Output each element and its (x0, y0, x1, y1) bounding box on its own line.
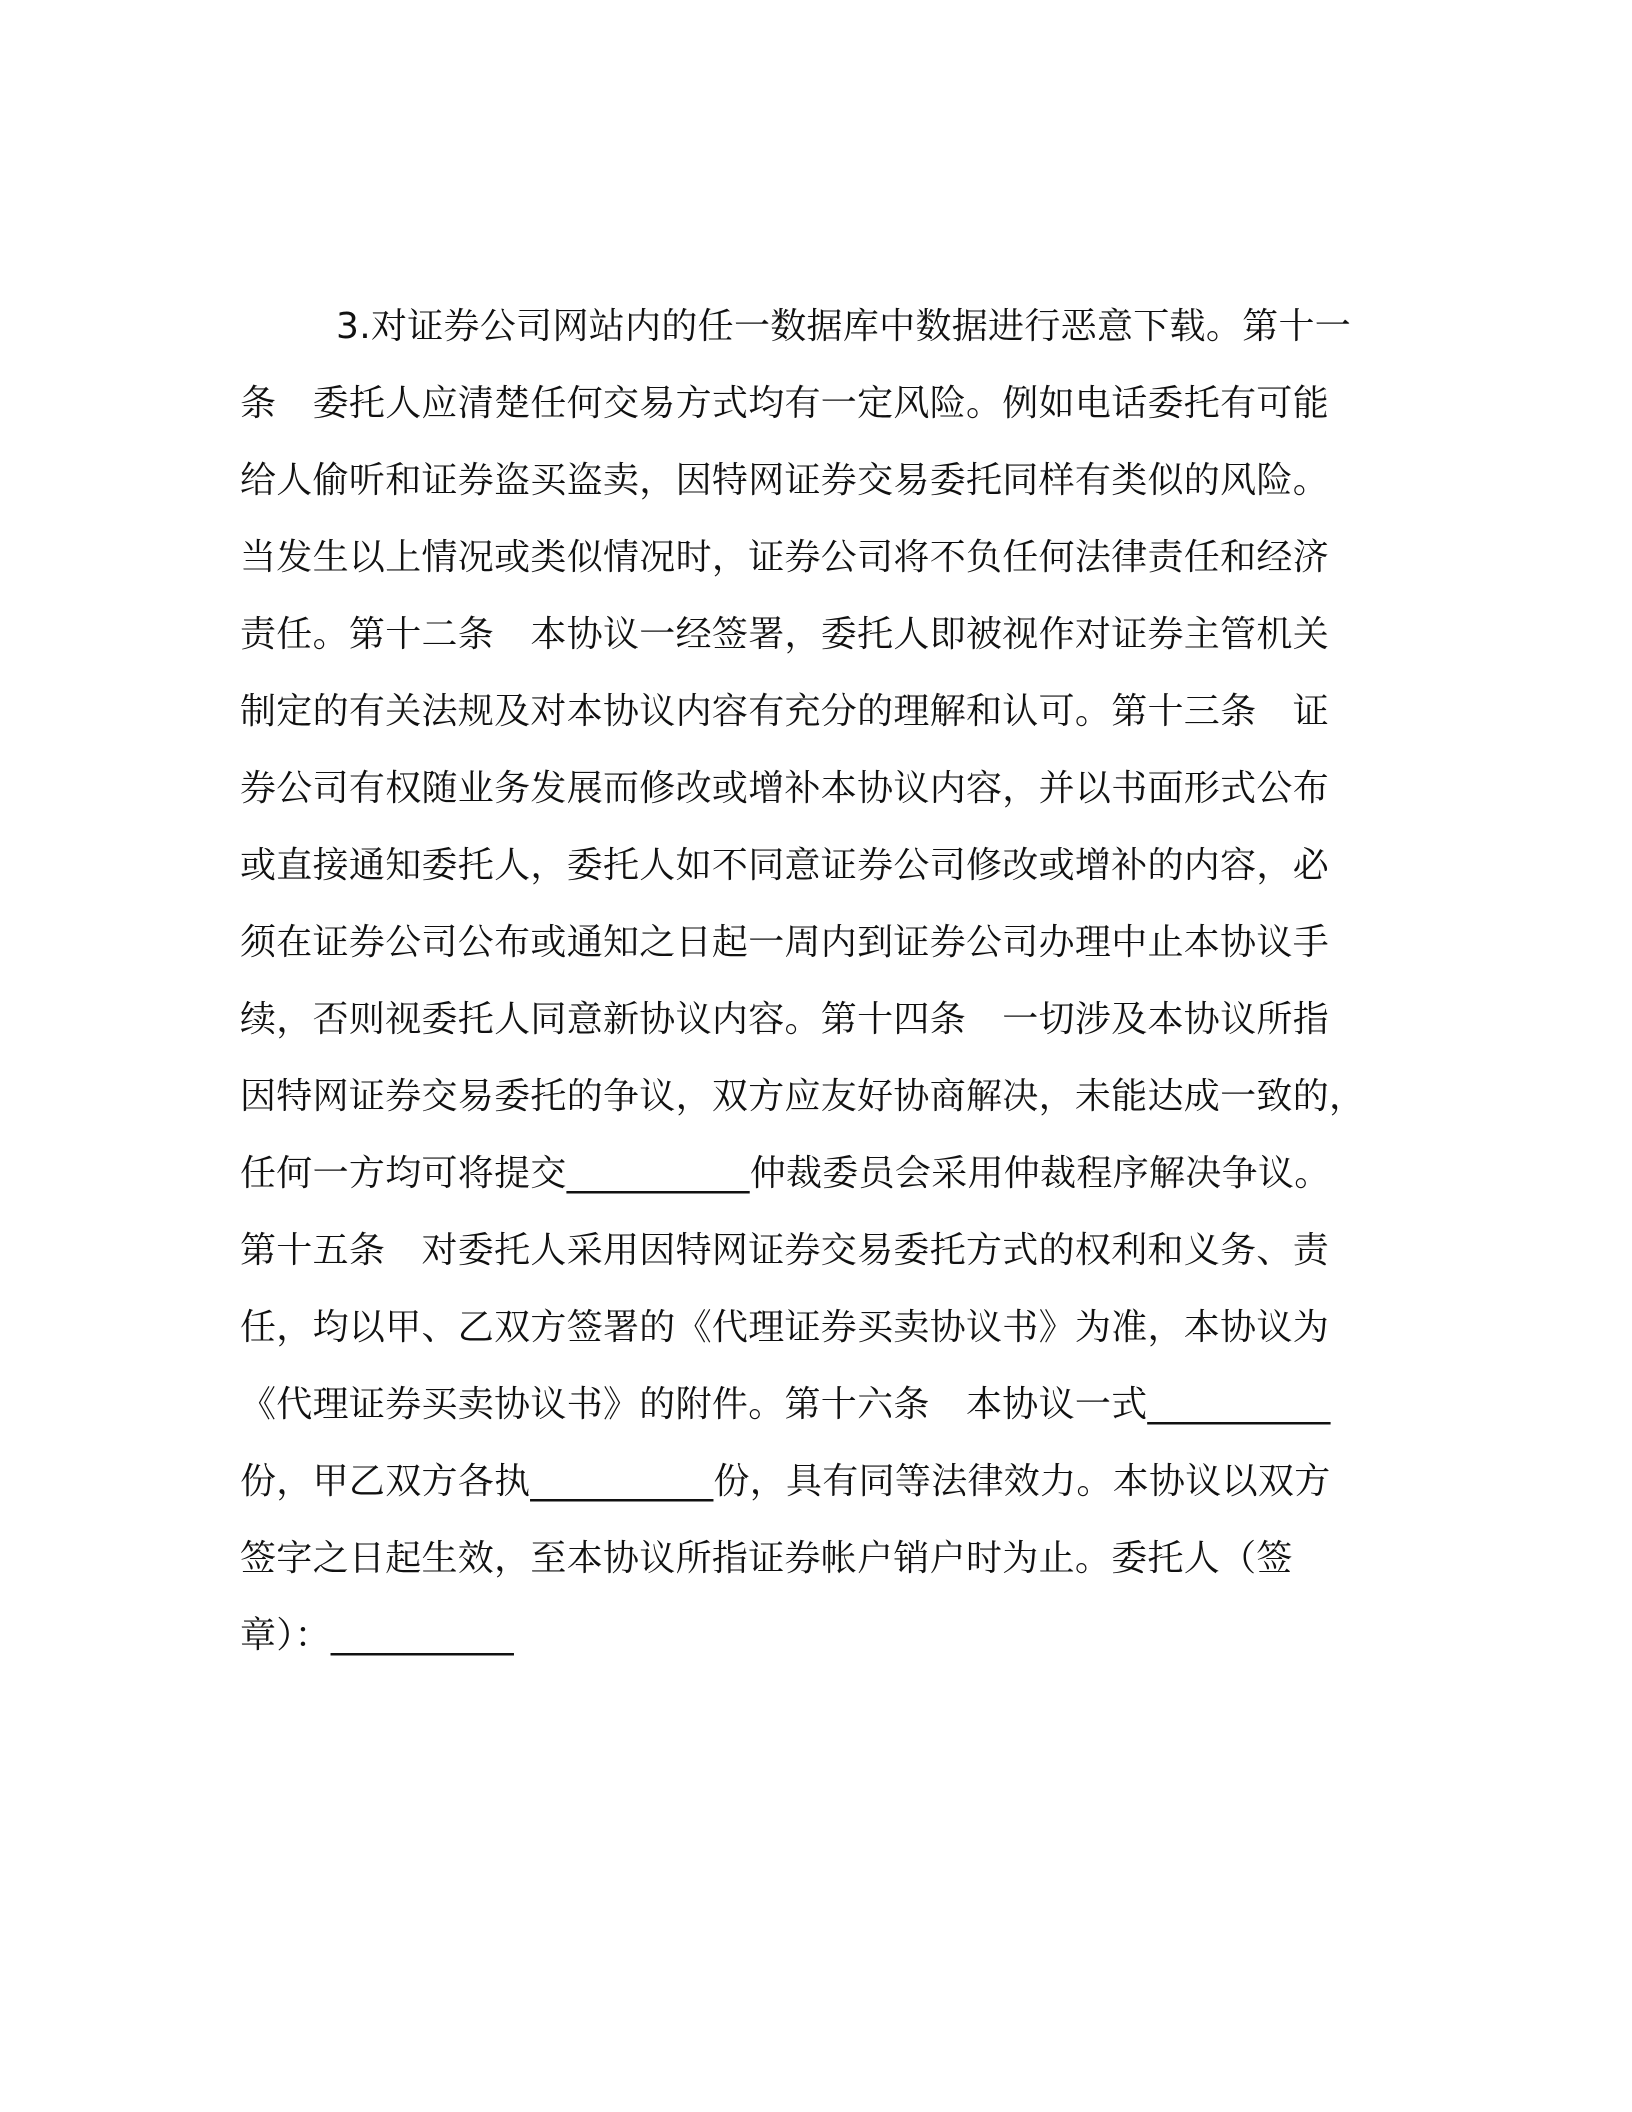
text-line: 第十五条 对委托人采用因特网证券交易委托方式的权利和义务、责 (240, 1230, 1330, 1271)
text-line: 任，均以甲、乙双方签署的《代理证券买卖协议书》为准，本协议为 (240, 1307, 1330, 1348)
text-line: 当发生以上情况或类似情况时，证券公司将不负任何法律责任和经济 (240, 537, 1330, 578)
text-line: 续，否则视委托人同意新协议内容。第十四条 一切涉及本协议所指 (240, 999, 1330, 1040)
text-line: 责任。第十二条 本协议一经签署，委托人即被视作对证券主管机关 (240, 614, 1330, 655)
text-line: 任何一方均可将提交__________仲裁委员会采用仲裁程序解决争议。 (240, 1153, 1331, 1194)
text-line: 3.对证券公司网站内的任一数据库中数据进行恶意下载。第十一 (336, 306, 1352, 347)
signature-line: 章）：__________ (240, 1615, 514, 1656)
text-line: 因特网证券交易委托的争议，双方应友好协商解决，未能达成一致的， (240, 1076, 1366, 1117)
text-line: 《代理证券买卖协议书》的附件。第十六条 本协议一式__________ (240, 1384, 1331, 1425)
text-line: 条 委托人应清楚任何交易方式均有一定风险。例如电话委托有可能 (240, 383, 1330, 424)
text-line: 制定的有关法规及对本协议内容有充分的理解和认可。第十三条 证 (240, 691, 1330, 732)
agreement-body-text (240, 288, 1380, 1674)
text-line: 须在证券公司公布或通知之日起一周内到证券公司办理中止本协议手 (240, 922, 1330, 963)
text-line: 给人偷听和证券盗买盗卖，因特网证券交易委托同样有类似的风险。 (240, 460, 1330, 501)
text-line: 券公司有权随业务发展而修改或增补本协议内容，并以书面形式公布 (240, 768, 1330, 809)
text-line: 签字之日起生效，至本协议所指证券帐户销户时为止。委托人（签 (240, 1538, 1293, 1579)
text-line: 份，甲乙双方各执__________份，具有同等法律效力。本协议以双方 (240, 1461, 1331, 1502)
text-line: 或直接通知委托人，委托人如不同意证券公司修改或增补的内容，必 (240, 845, 1330, 886)
